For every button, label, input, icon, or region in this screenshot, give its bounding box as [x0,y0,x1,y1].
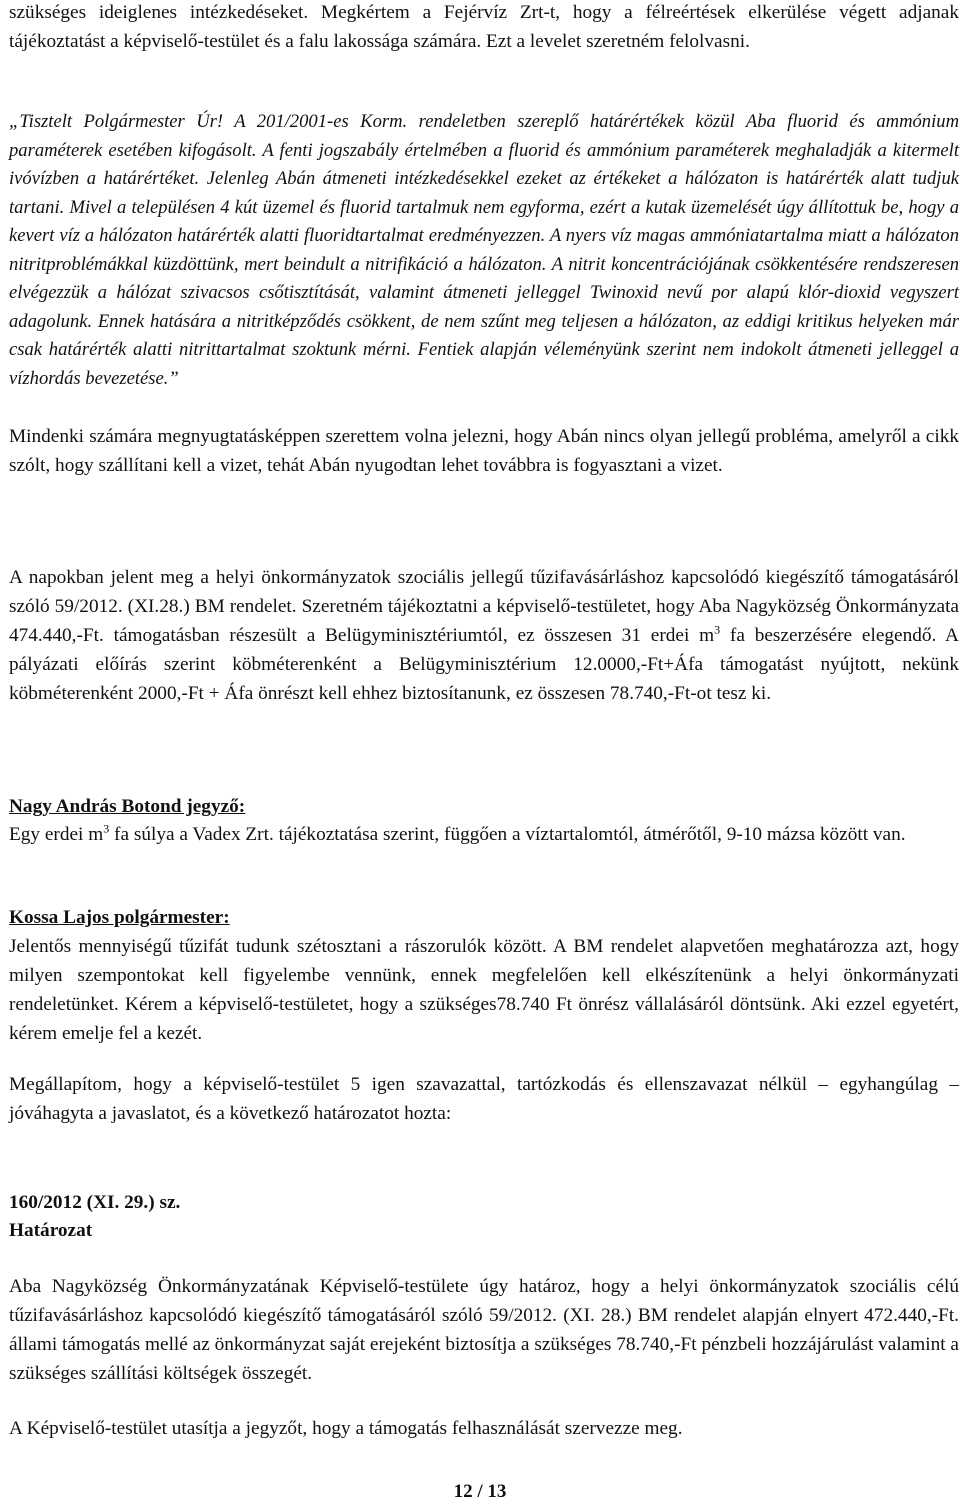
mayor-paragraph: Jelentős mennyiségű tűzifát tudunk szétosztani a rászorulók között. A BM rendelet alapvetően meghatározza azt, hogy milyen szempontokat kell figyelembe vennünk, ennek megfelelően kell elkészítenünk a helyi önkormányzati rendeletünket. Kérem a képviselő-testületet, hogy a szükséges78.740 Ft önrész vállalásáról döntsünk. Aki ezzel egyetért, kérem emelje fel a kezét. [9,936,959,1044]
resolution-title: Határozat [9,1220,93,1241]
resolution-paragraph: Aba Nagyközség Önkormányzatának Képviselő-testülete úgy határoz, hogy a helyi önkormányzatok szociális célú tűzifavásárláshoz kapcsolódó kiegészítő támogatásáról szóló 59/2012. (XI. 28.) BM rendelet alapján elnyert 472.440,-Ft. állami támogatás mellé az önkormányzat saját erejeként biztosítja a szükséges 78.740,-Ft pénzbeli hozzájárulást valamint a szükséges szállítási költségek összegét. [9,1276,959,1384]
speaker-mayor: Kossa Lajos polgármester: [9,907,230,928]
intro-paragraph: szükséges ideiglenes intézkedéseket. Megkértem a Fejérvíz Zrt-t, hogy a félreértések elkerülése végett adjanak tájékoztatást a képviselő-testület és a falu lakossága számára. Ezt a levelet szeretném felolvasni. [9,2,959,52]
firewood-paragraph: A napokban jelent meg a helyi önkormányzatok szociális jellegű tűzifavásárláshoz kapcsolódó kiegészítő támogatásáról szóló 59/2012. (XI.28.) BM rendelet. Szeretném tájékoztatni a képviselő-testületet, hogy Aba Nagyközség Önkormányzata 474.440,-Ft. támogatásban részesült a Belügyminisztériumtól, ez összesen 31 erdei $m^3$ fa beszerzésére elegendő. A pályázati előírás szerint köbméterenként a Belügyminisztérium 12.0000,-Ft+Áfa támogatást nyújtott, nekünk köbméterenként 2000,-Ft + Áfa önrészt kell ehhez biztosítanunk, ez összesen 78.740,-Ft-ot tesz ki. [9,567,959,704]
page-number: 12 / 13 [453,1481,507,1502]
resolution-number: 160/2012 (XI. 29.) sz. [9,1192,181,1213]
vote-paragraph: Megállapítom, hogy a képviselő-testület 5 igen szavazattal, tartózkodás és ellenszavazat nélkül – egyhangúlag – jóváhagyta a javaslatot, és a következő határozatot hozta: [9,1074,959,1124]
speaker-notary: Nagy András Botond jegyző: [9,796,246,817]
instruction-paragraph: A Képviselő-testület utasítja a jegyzőt, hogy a támogatás felhasználását szervezze meg. [9,1418,683,1439]
notary-paragraph: Egy erdei $m^3$ fa súlya a Vadex Zrt. tájékoztatása szerint, függően a víztartalomtól, átmérőtől, 9-10 mázsa között van. [9,821,906,845]
reassurance-paragraph: Mindenki számára megnyugtatásképpen szerettem volna jelezni, hogy Abán nincs olyan jellegű probléma, amelyről a cikk szólt, hogy szállítani kell a vizet, tehát Abán nyugodtan lehet továbbra is fogyasztani a vizet. [9,426,959,476]
quoted-letter: „Tisztelt Polgármester Úr! A 201/2001-es Korm. rendeletben szereplő határértékek közül Aba fluorid és ammónium paraméterek esetében kifogásolt. A fenti jogszabály értelmében a fluorid és ammónium paraméterek meghaladják a kitermelt ivóvízben a határértéket. Jelenleg Abán átmeneti intézkedésekkel ezeket az értékeket a hálózaton is határérték alatt tudjuk tartani. Mivel a településen 4 kút üzemel és fluorid tartalmuk nem egyforma, ezért a kutak üzemelését úgy állítottuk be, hogy a kevert víz a hálózaton határérték alatti fluoridtartalmat eredményezzen. A nyers víz magas ammóniatartalma miatt a hálózaton nitritproblémákkal küzdöttünk, mert beindult a nitrifikáció a hálózaton. A nitrit koncentrációjának csökkentésére rendszeresen elvégezzük a hálózat szivacsos csőtisztítását, valamint átmeneti jelleggel Twinoxid nevű por alapú klór-dioxid vegyszert adagolunk. Ennek hatására a nitritképződés csökkent, de nem szűnt meg teljesen a hálózaton, az eddigi kritikus helyeken már csak határérték alatti nitrittartalmat szoktunk mérni. Fentiek alapján véleményünk szerint nem indokolt átmeneti jelleggel a vízhordás bevezetése.” [9,111,959,389]
